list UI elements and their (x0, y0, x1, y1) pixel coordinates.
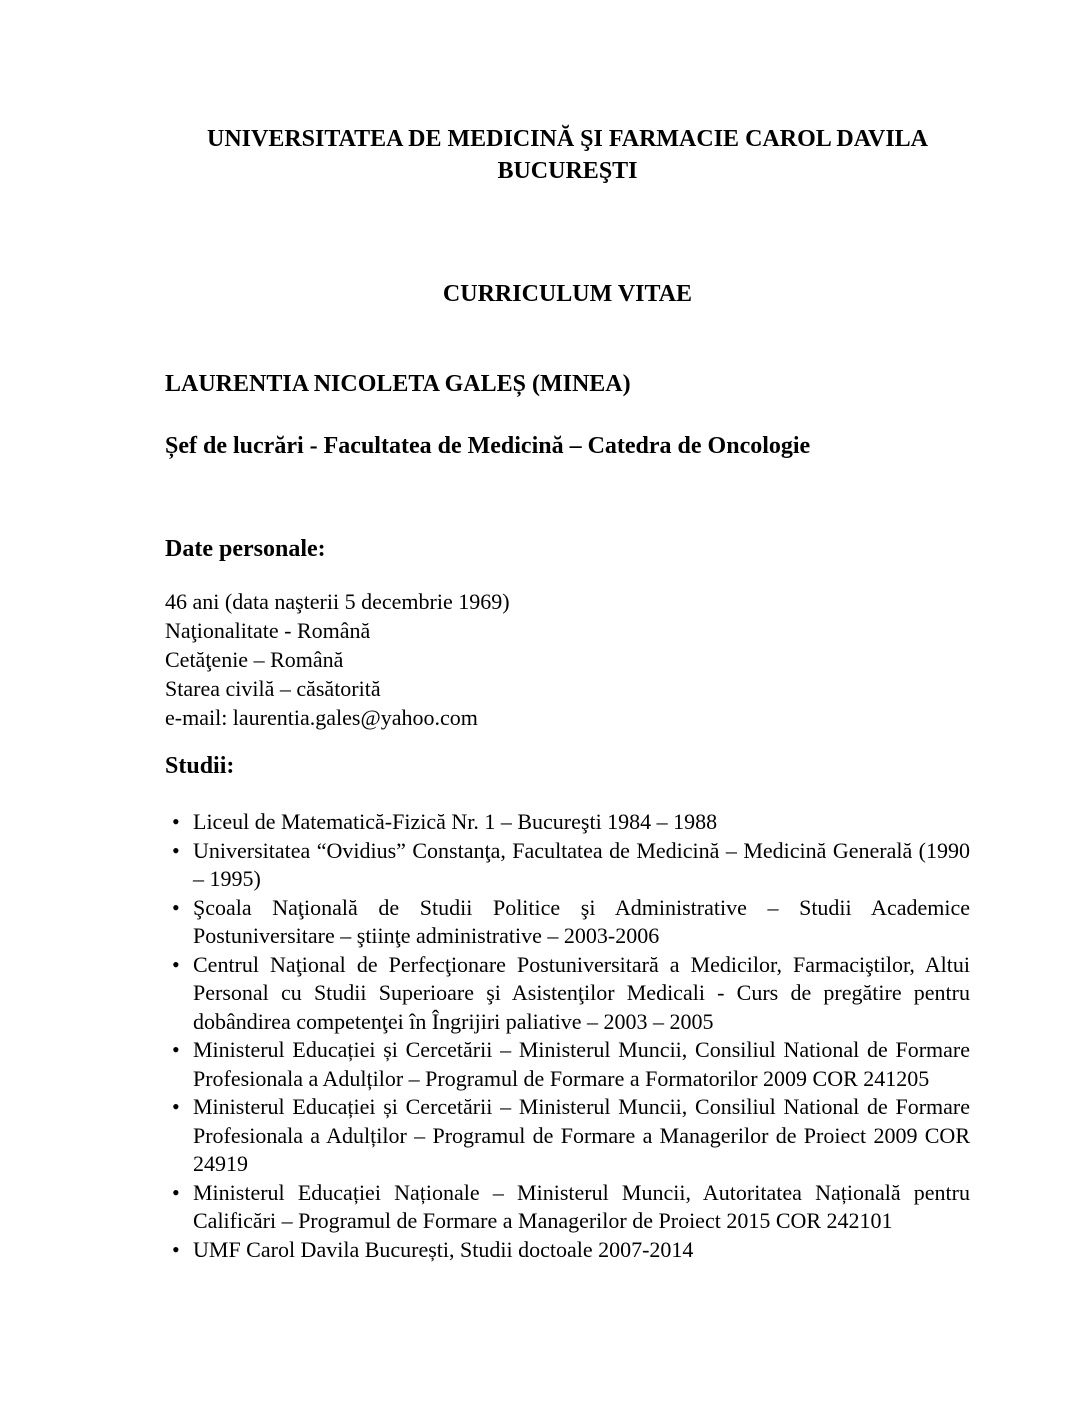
person-position: Șef de lucrări - Facultatea de Medicină – Catedra de Oncologie (165, 433, 811, 459)
study-item-universitatea-ovidius: • Universitatea “Ovidius” Constanţa, Facultatea de Medicină – Medicină Generală (1990 – 1995) (193, 837, 970, 894)
studies-list (165, 808, 970, 1264)
personal-data-block (165, 587, 970, 732)
personal-email-line: e-mail: laurentia.gales@yahoo.com (165, 705, 478, 730)
studies-heading: Studii: (165, 753, 235, 779)
personal-citizenship-line: Cetăţenie – Română (165, 647, 344, 672)
study-item-formare-formatori: • Ministerul Educației și Cercetării – Ministerul Muncii, Consiliul National de Formare Profesionala a Adulților – Programul de Formare a Formatorilor 2009 COR 241205 (193, 1036, 970, 1093)
personal-marital-status-line: Starea civilă – căsătorită (165, 676, 381, 701)
personal-age-line: 46 ani (data naşterii 5 decembrie 1969) (165, 589, 510, 614)
person-name: LAURENTIA NICOLETA GALEȘ (MINEA) (165, 371, 631, 397)
university-header-line1: UNIVERSITATEA DE MEDICINĂ ŞI FARMACIE CAROL DAVILA (207, 126, 928, 152)
university-header (165, 123, 970, 187)
study-item-centrul-national: • Centrul Naţional de Perfecţionare Postuniversitară a Medicilor, Farmaciştilor, Altui Personal cu Studii Superioare şi Asistenţilor Medicali - Curs de pregătire pentru dobândirea competenţei în Îngrijiri paliative – 2003 – 2005 (193, 951, 970, 1037)
study-item-formare-manageri-2009: • Ministerul Educației și Cercetării – Ministerul Muncii, Consiliul National de Formare Profesionala a Adulților – Programul de Formare a Managerilor de Proiect 2009 COR 24919 (193, 1093, 970, 1179)
study-item-formare-manageri-2015: • Ministerul Educației Naționale – Ministerul Muncii, Autoritatea Națională pentru Calificări – Programul de Formare a Managerilor de Proiect 2015 COR 242101 (193, 1179, 970, 1236)
personal-nationality-line: Naţionalitate - Română (165, 618, 371, 643)
study-item-scoala-nationala: • Şcoala Naţională de Studii Politice şi Administrative – Studii Academice Postuniversitare – ştiinţe administrative – 2003-2006 (193, 894, 970, 951)
university-header-line2: BUCUREŞTI (497, 158, 638, 184)
study-item-liceu: • Liceul de Matematică-Fizică Nr. 1 – Bucureşti 1984 – 1988 (193, 808, 970, 837)
cv-title: CURRICULUM VITAE (442, 281, 693, 307)
study-item-umf-doctorat: • UMF Carol Davila București, Studii doctoale 2007-2014 (193, 1236, 970, 1265)
document-content (165, 0, 970, 1264)
personal-data-heading: Date personale: (165, 536, 326, 562)
